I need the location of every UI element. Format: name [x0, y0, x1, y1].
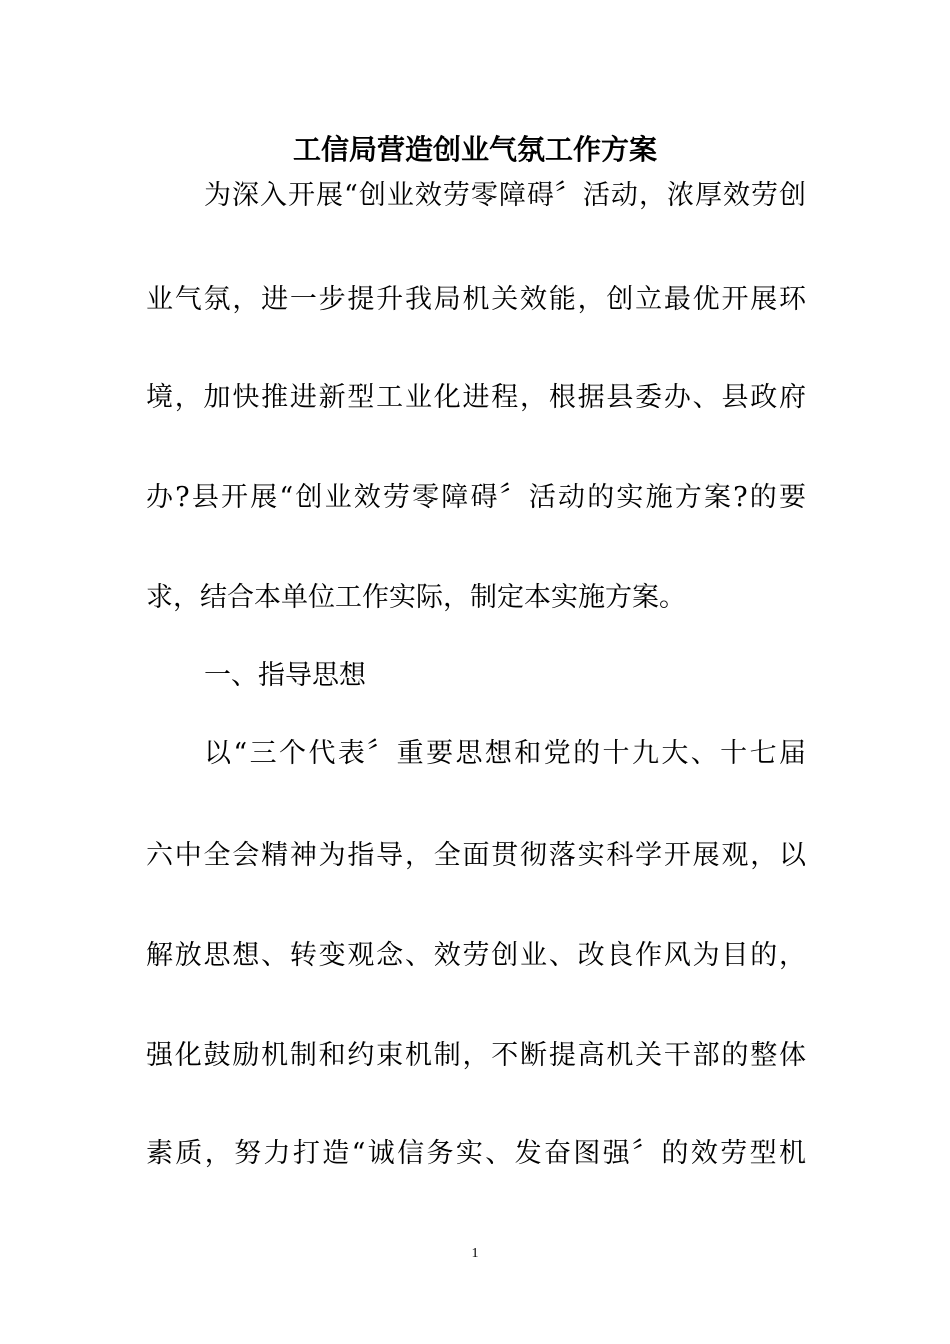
page-number: 1	[471, 1246, 479, 1261]
paragraph-line: 以“三个代表〞重要思想和党的十九大、十七届	[204, 738, 806, 769]
paragraph-line: 业气氛，进一步提升我局机关效能，创立最优开展环	[146, 284, 806, 315]
paragraph-line: 素质，努力打造“诚信务实、发奋图强〞的效劳型机	[146, 1138, 806, 1169]
paragraph-line: 强化鼓励机制和约束机制，不断提高机关干部的整体	[146, 1040, 806, 1071]
paragraph-line: 求，结合本单位工作实际，制定本实施方案。	[146, 582, 686, 613]
paragraph-line: 为深入开展“创业效劳零障碍〞活动，浓厚效劳创	[204, 180, 806, 211]
paragraph-line: 解放思想、转变观念、效劳创业、改良作风为目的，	[146, 940, 806, 971]
section-heading: 一、指导思想	[204, 660, 366, 691]
paragraph-line: 境，加快推进新型工业化进程，根据县委办、县政府	[146, 382, 806, 413]
document-title: 工信局营造创业气氛工作方案	[292, 133, 657, 166]
paragraph-line: 办?县开展“创业效劳零障碍〞活动的实施方案?的要	[146, 482, 806, 513]
paragraph-line: 六中全会精神为指导，全面贯彻落实科学开展观，以	[146, 840, 806, 871]
